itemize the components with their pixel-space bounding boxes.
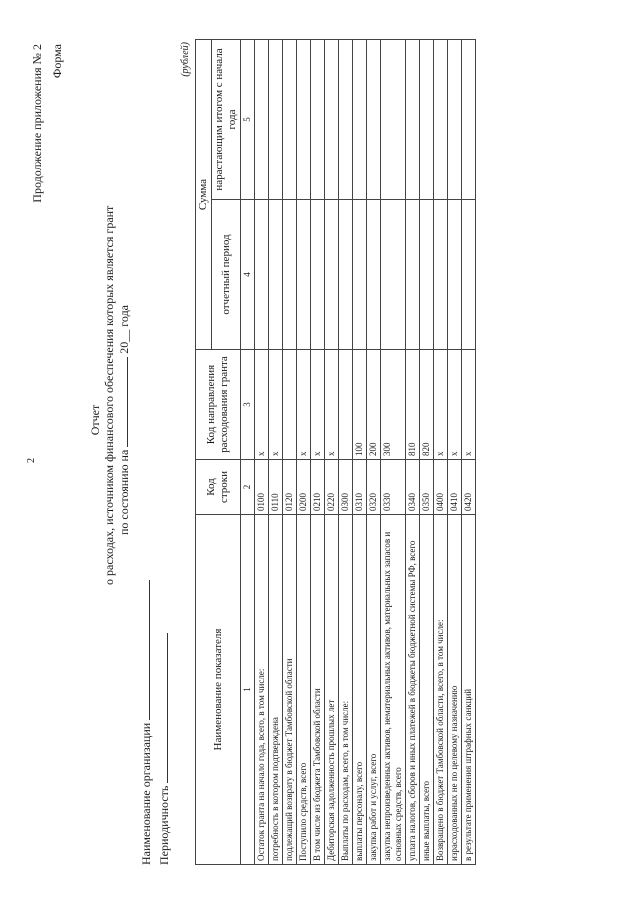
direction-code-cell: 100	[353, 350, 367, 460]
reporting-period-cell	[448, 200, 462, 350]
row-code-cell: 0120	[283, 460, 297, 515]
indicator-name-cell: уплата налогов, сборов и иных платежей в бюджеты бюджетной системы РФ, всего	[406, 515, 420, 865]
indicator-name-cell: Дебиторская задолженность прошлых лет	[325, 515, 339, 865]
appendix-label: Продолжение приложения № 2	[30, 44, 44, 203]
table-row	[462, 40, 476, 865]
year-to-date-cell	[462, 40, 476, 200]
table-row	[283, 40, 297, 865]
row-code-cell: 0420	[462, 460, 476, 515]
table-row	[406, 40, 420, 865]
column-number: 5	[241, 40, 255, 200]
organization-field	[138, 580, 154, 865]
year-to-date-cell	[367, 40, 381, 200]
organization-label: Наименование организации	[139, 722, 153, 865]
reporting-period-cell	[381, 200, 406, 350]
reporting-period-cell	[353, 200, 367, 350]
table-row	[311, 40, 325, 865]
indicator-name-cell: выплаты персоналу, всего	[353, 515, 367, 865]
form-label: Форма	[50, 44, 64, 79]
row-code-cell: 0330	[381, 460, 406, 515]
row-code-cell: 0210	[311, 460, 325, 515]
header-reporting-period: отчетный период	[212, 200, 241, 350]
row-code-cell: 0300	[339, 460, 353, 515]
column-numbers-row	[241, 40, 255, 865]
reporting-period-cell	[420, 200, 434, 350]
header-direction-code: Код направления расходования гранта	[196, 350, 241, 460]
row-code-cell: 0110	[269, 460, 283, 515]
row-code-cell: 0410	[448, 460, 462, 515]
table-row	[297, 40, 311, 865]
indicator-name-cell: В том числе из бюджета Тамбовской области	[311, 515, 325, 865]
direction-code-cell: х	[269, 350, 283, 460]
as-of-label: по состоянию на	[117, 449, 131, 536]
header-indicator-name: Наименование показателя	[196, 515, 241, 865]
direction-code-cell: 200	[367, 350, 381, 460]
reporting-period-cell	[434, 200, 448, 350]
indicator-name-cell: подлежащий возврату в бюджет Тамбовской области	[283, 515, 297, 865]
direction-code-cell: 820	[420, 350, 434, 460]
direction-code-cell: х	[434, 350, 448, 460]
column-number: 3	[241, 350, 255, 460]
table-row	[255, 40, 269, 865]
year-to-date-cell	[255, 40, 269, 200]
indicator-name-cell: Остаток гранта на начало года, всего, в том числе:	[255, 515, 269, 865]
periodicity-label: Периодичность	[157, 785, 171, 865]
row-code-cell: 0310	[353, 460, 367, 515]
reporting-period-cell	[283, 200, 297, 350]
periodicity-field	[156, 633, 172, 865]
header-sum: Сумма	[196, 40, 212, 350]
indicator-name-cell: в результате применения штрафных санкций	[462, 515, 476, 865]
year-to-date-cell	[325, 40, 339, 200]
table-row	[420, 40, 434, 865]
table-row	[325, 40, 339, 865]
indicator-name-cell: израсходованных не по целевому назначению	[448, 515, 462, 865]
date-blank	[116, 357, 128, 447]
indicator-name-cell: Возвращено в бюджет Тамбовской области, всего, в том числе:	[434, 515, 448, 865]
row-code-cell: 0200	[297, 460, 311, 515]
column-number: 1	[241, 515, 255, 865]
reporting-period-cell	[339, 200, 353, 350]
reporting-period-cell	[367, 200, 381, 350]
report-table	[195, 39, 476, 865]
periodicity-blank	[156, 633, 168, 783]
row-code-cell: 0220	[325, 460, 339, 515]
units-label: (рублей)	[180, 42, 191, 77]
indicator-name-cell: закупка непроизведенных активов, нематериальных активов, материальных запасов и основных средств, всего	[381, 515, 406, 865]
table-row	[381, 40, 406, 865]
year-to-date-cell	[420, 40, 434, 200]
direction-code-cell: 300	[381, 350, 406, 460]
year-to-date-cell	[448, 40, 462, 200]
direction-code-cell: х	[255, 350, 269, 460]
reporting-period-cell	[406, 200, 420, 350]
report-body	[255, 40, 476, 865]
indicator-name-cell: Поступило средств, всего	[297, 515, 311, 865]
year-to-date-cell	[353, 40, 367, 200]
year-to-date-cell	[269, 40, 283, 200]
direction-code-cell: 810	[406, 350, 420, 460]
row-code-cell: 0340	[406, 460, 420, 515]
indicator-name-cell: закупка работ и услуг, всего	[367, 515, 381, 865]
direction-code-cell: х	[325, 350, 339, 460]
direction-code-cell: х	[462, 350, 476, 460]
year-label: 20__ года	[117, 304, 131, 354]
direction-code-cell	[283, 350, 297, 460]
direction-code-cell	[339, 350, 353, 460]
table-header-row-1	[196, 40, 212, 865]
direction-code-cell: х	[311, 350, 325, 460]
year-to-date-cell	[311, 40, 325, 200]
year-to-date-cell	[283, 40, 297, 200]
indicator-name-cell: Выплаты по расходам, всего, в том числе:	[339, 515, 353, 865]
row-code-cell: 0100	[255, 460, 269, 515]
row-code-cell: 0350	[420, 460, 434, 515]
column-number: 4	[241, 200, 255, 350]
report-subtitle: о расходах, источником финансового обеспечения которых является грант	[102, 205, 116, 585]
header-year-to-date: нарастающим итогом с начала года	[212, 40, 241, 200]
reporting-period-cell	[311, 200, 325, 350]
direction-code-cell: х	[297, 350, 311, 460]
year-to-date-cell	[381, 40, 406, 200]
table-row	[339, 40, 353, 865]
reporting-period-cell	[255, 200, 269, 350]
row-code-cell: 0320	[367, 460, 381, 515]
reporting-period-cell	[462, 200, 476, 350]
column-number: 2	[241, 460, 255, 515]
table-row	[448, 40, 462, 865]
year-to-date-cell	[434, 40, 448, 200]
indicator-name-cell: потребность в котором подтверждена	[269, 515, 283, 865]
header-row-code: Код строки	[196, 460, 241, 515]
reporting-period-cell	[297, 200, 311, 350]
year-to-date-cell	[297, 40, 311, 200]
reporting-period-cell	[325, 200, 339, 350]
report-date-line	[116, 255, 131, 585]
report-title: Отчет	[88, 404, 102, 436]
organization-blank	[138, 580, 150, 720]
row-code-cell: 0400	[434, 460, 448, 515]
year-to-date-cell	[339, 40, 353, 200]
year-to-date-cell	[406, 40, 420, 200]
direction-code-cell: х	[448, 350, 462, 460]
table-row	[367, 40, 381, 865]
page-number: 2	[26, 458, 37, 463]
reporting-period-cell	[269, 200, 283, 350]
table-row	[269, 40, 283, 865]
indicator-name-cell: иные выплаты, всего	[420, 515, 434, 865]
table-row	[434, 40, 448, 865]
table-row	[353, 40, 367, 865]
